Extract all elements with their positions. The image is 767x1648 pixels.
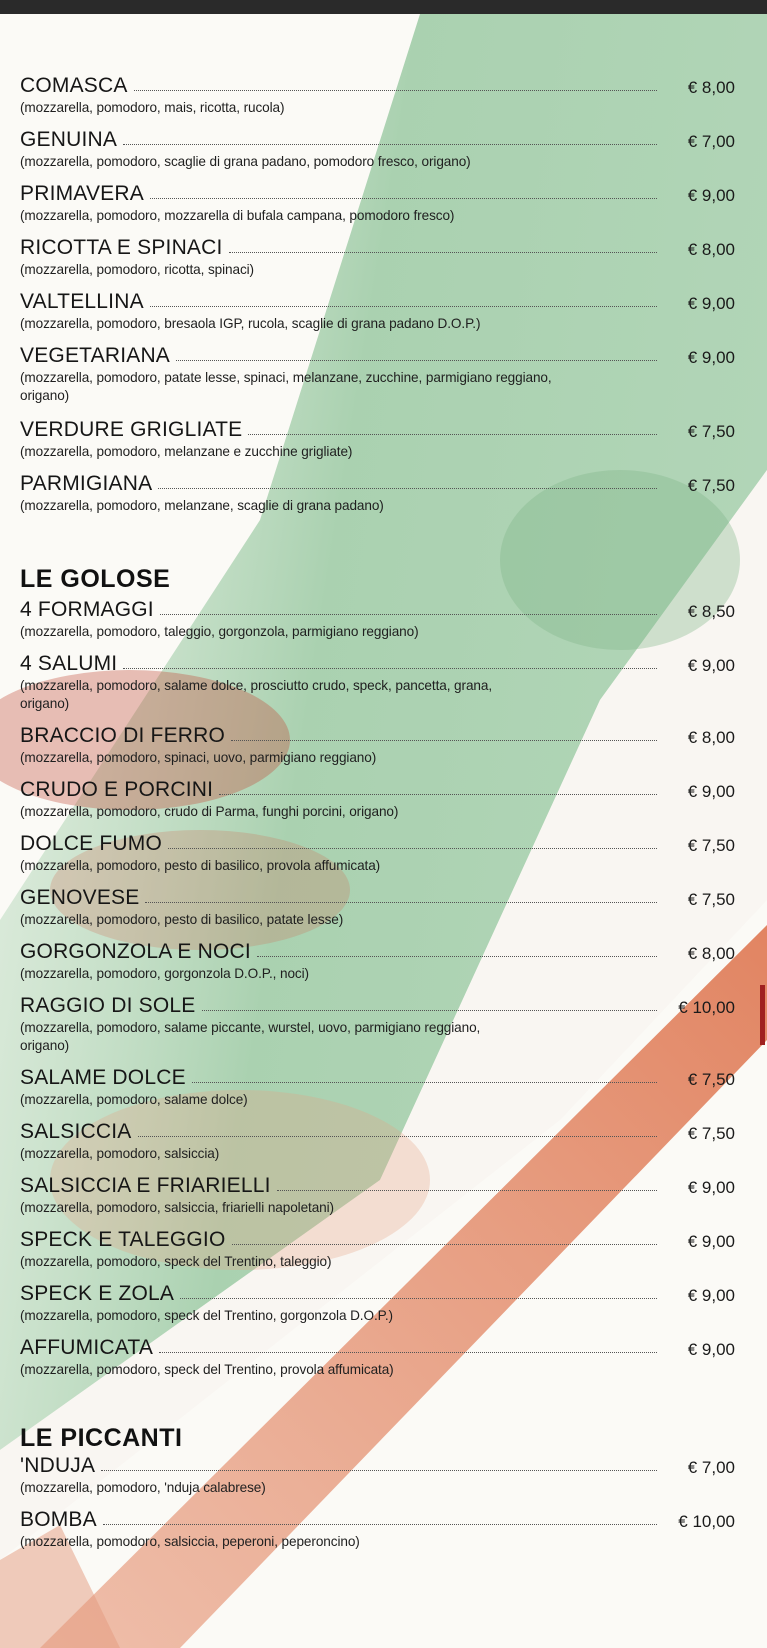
item-name: GENOVESE xyxy=(20,886,140,909)
leader-dots xyxy=(123,144,657,145)
item-name: BOMBA xyxy=(20,1508,97,1531)
item-name: SALSICCIA E FRIARIELLI xyxy=(20,1174,271,1197)
item-description: (mozzarella, pomodoro, gorgonzola D.O.P., noci) xyxy=(20,966,309,981)
menu-item xyxy=(20,288,735,333)
leader-dots xyxy=(277,1190,657,1191)
item-name: 4 FORMAGGI xyxy=(20,598,154,621)
item-description: (mozzarella, pomodoro, melanzane, scaglie di grana padano) xyxy=(20,498,384,513)
menu-item xyxy=(20,1172,735,1217)
item-name: VEGETARIANA xyxy=(20,344,171,367)
item-price: € 8,00 xyxy=(687,728,735,747)
menu-item xyxy=(20,470,735,515)
menu-item xyxy=(20,722,735,767)
item-description: (mozzarella, pomodoro, speck del Trentino, provola affumicata) xyxy=(20,1362,394,1377)
leader-dots xyxy=(168,848,657,849)
leader-dots xyxy=(176,360,657,361)
section-title-le-piccanti: LE PICCANTI xyxy=(20,1424,183,1452)
item-price: € 7,00 xyxy=(687,132,735,151)
item-name: BRACCIO DI FERRO xyxy=(20,724,226,747)
menu-item xyxy=(20,596,735,641)
item-name: SPECK E ZOLA xyxy=(20,1282,175,1305)
item-description: (mozzarella, pomodoro, melanzane e zucchine grigliate) xyxy=(20,444,353,459)
menu-item xyxy=(20,234,735,279)
menu-item xyxy=(20,1118,735,1163)
menu-item xyxy=(20,72,735,117)
leader-dots xyxy=(103,1524,657,1525)
item-description: (mozzarella, pomodoro, taleggio, gorgonzola, parmigiano reggiano) xyxy=(20,624,419,639)
item-name: GORGONZOLA E NOCI xyxy=(20,940,251,963)
item-name: COMASCA xyxy=(20,74,128,97)
item-price: € 8,50 xyxy=(687,602,735,621)
item-description: (mozzarella, pomodoro, salame dolce) xyxy=(20,1092,248,1107)
item-name: PARMIGIANA xyxy=(20,472,153,495)
item-description: (mozzarella, pomodoro, salsiccia, friarielli napoletani) xyxy=(20,1200,334,1215)
menu-item xyxy=(20,884,735,929)
leader-dots xyxy=(134,90,657,91)
item-price: € 9,00 xyxy=(687,782,735,801)
item-name: AFFUMICATA xyxy=(20,1336,154,1359)
menu-item xyxy=(20,1334,735,1379)
item-name: CRUDO E PORCINI xyxy=(20,778,214,801)
leader-dots xyxy=(180,1298,657,1299)
leader-dots xyxy=(138,1136,657,1137)
menu-item xyxy=(20,126,735,171)
leader-dots xyxy=(229,252,657,253)
item-description: (mozzarella, pomodoro, pesto di basilico, patate lesse) xyxy=(20,912,344,927)
item-price: € 9,00 xyxy=(687,294,735,313)
item-description: (mozzarella, pomodoro, bresaola IGP, rucola, scaglie di grana padano D.O.P.) xyxy=(20,316,481,331)
menu-item xyxy=(20,1452,735,1497)
menu-item xyxy=(20,1280,735,1325)
item-description: (mozzarella, pomodoro, salame piccante, wurstel, uovo, parmigiano reggiano, origano) xyxy=(20,1020,481,1053)
leader-dots xyxy=(231,740,657,741)
leader-dots xyxy=(101,1470,657,1471)
leader-dots xyxy=(145,902,657,903)
leader-dots xyxy=(150,306,657,307)
item-name: SPECK E TALEGGIO xyxy=(20,1228,226,1251)
menu-item xyxy=(20,830,735,875)
item-price: € 7,50 xyxy=(687,1124,735,1143)
item-description: (mozzarella, pomodoro, speck del Trentino, taleggio) xyxy=(20,1254,332,1269)
item-price: € 9,00 xyxy=(687,656,735,675)
item-price: € 9,00 xyxy=(687,1286,735,1305)
item-price: € 9,00 xyxy=(687,1178,735,1197)
item-price: € 7,50 xyxy=(687,476,735,495)
leader-dots xyxy=(232,1244,658,1245)
item-description: (mozzarella, pomodoro, spinaci, uovo, parmigiano reggiano) xyxy=(20,750,377,765)
item-name: RICOTTA E SPINACI xyxy=(20,236,223,259)
item-price: € 8,00 xyxy=(687,944,735,963)
menu-item xyxy=(20,992,735,1055)
leader-dots xyxy=(160,614,657,615)
item-price: € 7,00 xyxy=(687,1458,735,1477)
item-description: (mozzarella, pomodoro, ricotta, spinaci) xyxy=(20,262,254,277)
leader-dots xyxy=(192,1082,657,1083)
menu-item xyxy=(20,180,735,225)
item-description: (mozzarella, pomodoro, mozzarella di bufala campana, pomodoro fresco) xyxy=(20,208,455,223)
leader-dots xyxy=(150,198,657,199)
leader-dots xyxy=(248,434,657,435)
menu-item xyxy=(20,938,735,983)
item-description: (mozzarella, pomodoro, salsiccia) xyxy=(20,1146,220,1161)
item-price: € 10,00 xyxy=(678,1512,735,1531)
item-price: € 9,00 xyxy=(687,1232,735,1251)
item-price: € 10,00 xyxy=(678,998,735,1017)
item-name: VERDURE GRIGLIATE xyxy=(20,418,243,441)
item-description: (mozzarella, pomodoro, 'nduja calabrese) xyxy=(20,1480,266,1495)
item-name: SALSICCIA xyxy=(20,1120,132,1143)
item-description: (mozzarella, pomodoro, speck del Trentino, gorgonzola D.O.P.) xyxy=(20,1308,393,1323)
item-price: € 7,50 xyxy=(687,890,735,909)
item-name: VALTELLINA xyxy=(20,290,144,313)
item-description: (mozzarella, pomodoro, patate lesse, spinaci, melanzane, zucchine, parmigiano reggiano, origano) xyxy=(20,370,552,403)
item-name: 'NDUJA xyxy=(20,1454,96,1477)
item-price: € 7,50 xyxy=(687,1070,735,1089)
item-name: 4 SALUMI xyxy=(20,652,118,675)
item-price: € 9,00 xyxy=(687,348,735,367)
item-description: (mozzarella, pomodoro, salsiccia, peperoni, peperoncino) xyxy=(20,1534,360,1549)
menu-item xyxy=(20,1226,735,1271)
item-description: (mozzarella, pomodoro, crudo di Parma, funghi porcini, origano) xyxy=(20,804,399,819)
item-price: € 9,00 xyxy=(687,186,735,205)
item-price: € 8,00 xyxy=(687,78,735,97)
leader-dots xyxy=(257,956,657,957)
item-description: (mozzarella, pomodoro, pesto di basilico, provola affumicata) xyxy=(20,858,381,873)
leader-dots xyxy=(219,794,657,795)
item-name: SALAME DOLCE xyxy=(20,1066,186,1089)
item-description: (mozzarella, pomodoro, mais, ricotta, rucola) xyxy=(20,100,285,115)
section-title-le-golose: LE GOLOSE xyxy=(20,565,171,593)
item-name: RAGGIO DI SOLE xyxy=(20,994,196,1017)
menu-item xyxy=(20,650,735,713)
item-name: DOLCE FUMO xyxy=(20,832,163,855)
leader-dots xyxy=(202,1010,657,1011)
leader-dots xyxy=(123,668,657,669)
menu-item xyxy=(20,776,735,821)
item-price: € 8,00 xyxy=(687,240,735,259)
item-price: € 9,00 xyxy=(687,1340,735,1359)
item-description: (mozzarella, pomodoro, scaglie di grana padano, pomodoro fresco, origano) xyxy=(20,154,471,169)
leader-dots xyxy=(159,1352,657,1353)
item-name: PRIMAVERA xyxy=(20,182,144,205)
menu-item xyxy=(20,1064,735,1109)
item-price: € 7,50 xyxy=(687,422,735,441)
item-description: (mozzarella, pomodoro, salame dolce, prosciutto crudo, speck, pancetta, grana, origano) xyxy=(20,678,493,711)
menu-item xyxy=(20,1506,735,1551)
menu-item xyxy=(20,416,735,461)
item-name: GENUINA xyxy=(20,128,118,151)
menu-item xyxy=(20,342,735,405)
leader-dots xyxy=(158,488,657,489)
item-price: € 7,50 xyxy=(687,836,735,855)
